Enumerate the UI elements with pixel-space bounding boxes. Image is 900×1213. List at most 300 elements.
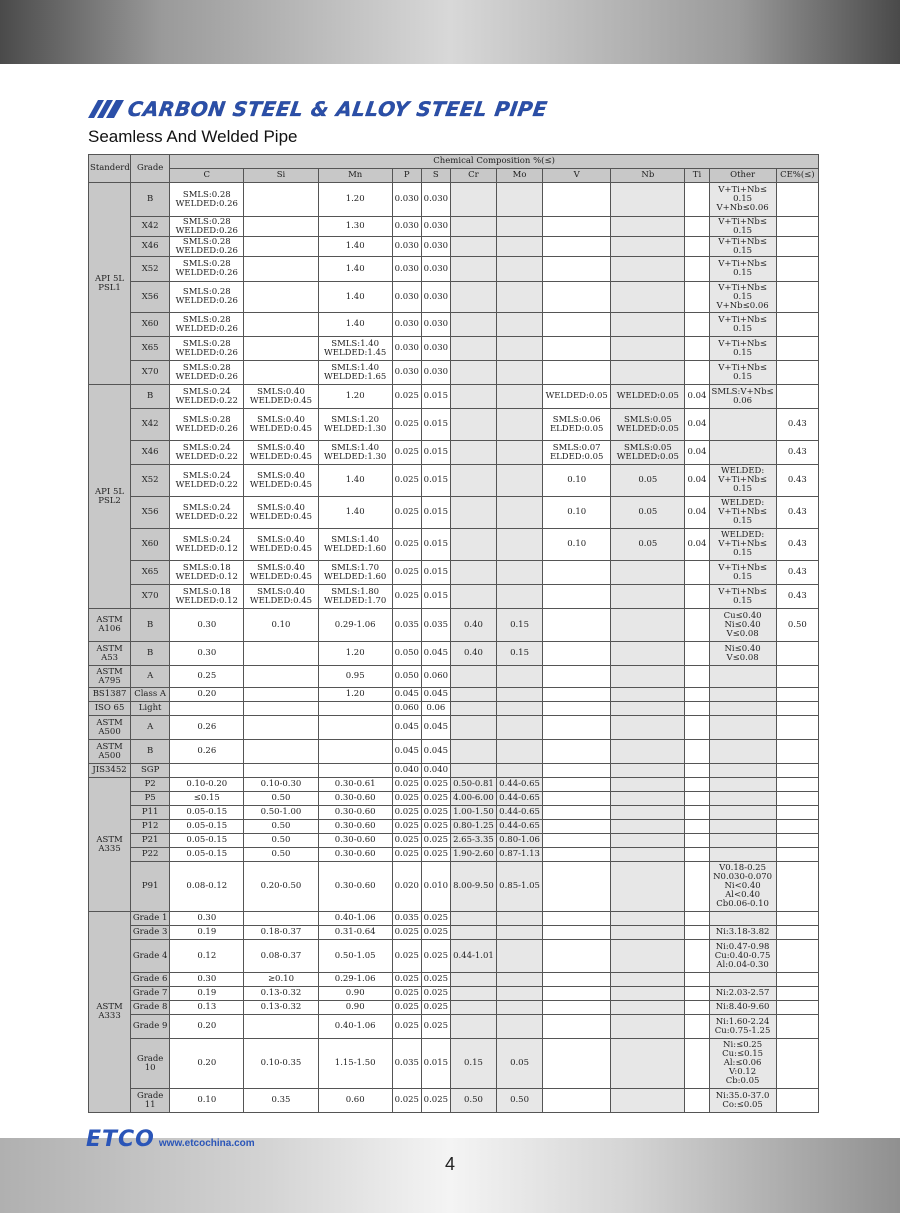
grade-cell: X65	[131, 337, 170, 361]
value-cell: 0.025	[392, 1015, 421, 1039]
value-cell	[496, 585, 542, 609]
grade-cell: Grade 1	[131, 912, 170, 926]
value-cell	[496, 529, 542, 561]
value-cell: SMLS:1.40 WELDED:1.30	[318, 441, 392, 465]
value-cell	[776, 313, 818, 337]
value-cell	[776, 702, 818, 716]
header-chemical-composition: Chemical Composition %(≤)	[170, 155, 819, 169]
value-cell: 0.80-1.25	[450, 820, 496, 834]
value-cell: 0.30-0.60	[318, 806, 392, 820]
table-row	[89, 561, 819, 585]
value-cell: V+Ti+Nb≤ 0.15	[709, 585, 776, 609]
value-cell	[496, 688, 542, 702]
value-cell: 0.045	[392, 740, 421, 764]
value-cell: WELDED:0.05	[543, 385, 611, 409]
value-cell: WELDED:0.05	[611, 385, 685, 409]
table-row	[89, 441, 819, 465]
value-cell	[776, 820, 818, 834]
table-row	[89, 688, 819, 702]
value-cell	[244, 666, 318, 688]
value-cell: SMLS:0.40 WELDED:0.45	[244, 497, 318, 529]
standard-cell: API 5L PSL1	[89, 183, 131, 385]
value-cell: 0.025	[421, 973, 450, 987]
value-cell	[450, 465, 496, 497]
value-cell: SMLS:0.18 WELDED:0.12	[170, 561, 244, 585]
value-cell: SMLS:0.28 WELDED:0.26	[170, 217, 244, 237]
value-cell: 0.26	[170, 716, 244, 740]
value-cell: 0.05	[611, 465, 685, 497]
value-cell: 0.035	[392, 1039, 421, 1089]
value-cell: SMLS:0.24 WELDED:0.22	[170, 441, 244, 465]
value-cell: 0.025	[421, 926, 450, 940]
value-cell: Cu≤0.40 Ni≤0.40 V≤0.08	[709, 609, 776, 642]
value-cell	[543, 848, 611, 862]
table-row	[89, 806, 819, 820]
value-cell	[450, 926, 496, 940]
value-cell	[709, 764, 776, 778]
value-cell	[496, 183, 542, 217]
value-cell	[450, 337, 496, 361]
value-cell	[543, 282, 611, 313]
value-cell	[685, 1089, 709, 1113]
value-cell: SMLS:0.28 WELDED:0.26	[170, 237, 244, 257]
value-cell	[496, 409, 542, 441]
value-cell: 0.020	[392, 862, 421, 912]
value-cell	[450, 740, 496, 764]
grade-cell: A	[131, 716, 170, 740]
value-cell: 0.10	[170, 1089, 244, 1113]
value-cell	[450, 529, 496, 561]
grade-cell: P11	[131, 806, 170, 820]
value-cell	[318, 740, 392, 764]
standard-cell: ISO 65	[89, 702, 131, 716]
value-cell	[776, 764, 818, 778]
value-cell	[450, 237, 496, 257]
value-cell: 0.030	[392, 361, 421, 385]
value-cell	[496, 926, 542, 940]
table-row	[89, 912, 819, 926]
grade-cell: X42	[131, 217, 170, 237]
grade-cell: P91	[131, 862, 170, 912]
value-cell: 0.10	[543, 497, 611, 529]
value-cell	[450, 912, 496, 926]
grade-cell: X52	[131, 465, 170, 497]
value-cell: 0.045	[421, 642, 450, 666]
value-cell	[496, 1015, 542, 1039]
value-cell	[543, 257, 611, 282]
value-cell: 2.65-3.35	[450, 834, 496, 848]
header-p: P	[392, 169, 421, 183]
value-cell	[543, 940, 611, 973]
value-cell: V+Ti+Nb≤ 0.15 V+Nb≤0.06	[709, 282, 776, 313]
value-cell: 4.00-6.00	[450, 792, 496, 806]
grade-cell: X52	[131, 257, 170, 282]
value-cell	[776, 257, 818, 282]
table-row	[89, 409, 819, 441]
value-cell: SMLS:0.24 WELDED:0.12	[170, 529, 244, 561]
value-cell: 0.025	[392, 792, 421, 806]
table-row	[89, 940, 819, 973]
value-cell	[496, 561, 542, 585]
value-cell	[776, 940, 818, 973]
value-cell	[709, 820, 776, 834]
value-cell	[685, 1015, 709, 1039]
value-cell	[450, 497, 496, 529]
value-cell: SMLS:0.40 WELDED:0.45	[244, 585, 318, 609]
value-cell	[543, 337, 611, 361]
value-cell	[244, 282, 318, 313]
value-cell	[709, 441, 776, 465]
value-cell	[450, 257, 496, 282]
value-cell	[709, 848, 776, 862]
value-cell	[543, 642, 611, 666]
value-cell: 0.015	[421, 1039, 450, 1089]
value-cell	[611, 642, 685, 666]
header-row-elements	[89, 169, 819, 183]
value-cell	[450, 585, 496, 609]
value-cell	[685, 912, 709, 926]
table-row	[89, 497, 819, 529]
value-cell: 0.05-0.15	[170, 820, 244, 834]
value-cell	[776, 361, 818, 385]
value-cell: 0.50	[776, 609, 818, 642]
value-cell: 0.030	[421, 217, 450, 237]
value-cell	[543, 806, 611, 820]
value-cell: 0.025	[421, 792, 450, 806]
header-ce: CE%(≤)	[776, 169, 818, 183]
table-row	[89, 926, 819, 940]
value-cell	[685, 740, 709, 764]
value-cell	[776, 792, 818, 806]
value-cell	[450, 561, 496, 585]
grade-cell: B	[131, 740, 170, 764]
value-cell	[543, 1039, 611, 1089]
standard-cell: ASTM A500	[89, 716, 131, 740]
value-cell	[709, 716, 776, 740]
value-cell	[611, 257, 685, 282]
value-cell: 0.015	[421, 497, 450, 529]
website-url: www.etcochina.com	[158, 1138, 255, 1149]
value-cell: 1.40	[318, 282, 392, 313]
value-cell: 0.030	[421, 361, 450, 385]
page-title: CARBON STEEL & ALLOY STEEL PIPE	[126, 97, 549, 121]
grade-cell: Grade 6	[131, 973, 170, 987]
value-cell: ≤0.15	[170, 792, 244, 806]
value-cell: 0.040	[392, 764, 421, 778]
value-cell	[543, 792, 611, 806]
value-cell: 0.045	[392, 716, 421, 740]
value-cell: 0.40	[450, 609, 496, 642]
value-cell: SMLS:0.28 WELDED:0.26	[170, 361, 244, 385]
value-cell	[685, 926, 709, 940]
value-cell	[709, 740, 776, 764]
value-cell: 0.045	[421, 716, 450, 740]
value-cell: Ni:1.60-2.24 Cu:0.75-1.25	[709, 1015, 776, 1039]
company-logo	[86, 1127, 255, 1152]
value-cell	[709, 912, 776, 926]
value-cell	[244, 237, 318, 257]
value-cell	[543, 973, 611, 987]
value-cell: 1.20	[318, 183, 392, 217]
value-cell: 0.25	[170, 666, 244, 688]
value-cell: 0.10	[543, 465, 611, 497]
grade-cell: X46	[131, 237, 170, 257]
value-cell	[611, 973, 685, 987]
value-cell	[496, 237, 542, 257]
grade-cell: X70	[131, 585, 170, 609]
value-cell: 0.015	[421, 585, 450, 609]
value-cell: 0.015	[421, 465, 450, 497]
value-cell: 1.30	[318, 217, 392, 237]
value-cell: 0.05-0.15	[170, 834, 244, 848]
value-cell	[611, 361, 685, 385]
value-cell: 1.40	[318, 497, 392, 529]
grade-cell: Grade 9	[131, 1015, 170, 1039]
value-cell: 0.18-0.37	[244, 926, 318, 940]
value-cell	[685, 585, 709, 609]
value-cell	[611, 740, 685, 764]
value-cell	[543, 183, 611, 217]
value-cell	[776, 666, 818, 688]
value-cell	[709, 834, 776, 848]
value-cell: 0.025	[392, 778, 421, 792]
header-c: C	[170, 169, 244, 183]
value-cell	[685, 561, 709, 585]
table-row	[89, 282, 819, 313]
value-cell: SMLS:0.07 ELDED:0.05	[543, 441, 611, 465]
value-cell	[709, 409, 776, 441]
table-row	[89, 183, 819, 217]
value-cell	[543, 561, 611, 585]
value-cell	[611, 313, 685, 337]
table-row	[89, 1039, 819, 1089]
value-cell: 0.44-0.65	[496, 792, 542, 806]
value-cell: SMLS:1.40 WELDED:1.45	[318, 337, 392, 361]
value-cell: 0.40-1.06	[318, 912, 392, 926]
value-cell	[709, 806, 776, 820]
value-cell: V+Ti+Nb≤ 0.15	[709, 217, 776, 237]
value-cell: 0.030	[392, 237, 421, 257]
value-cell: SMLS:1.40 WELDED:1.60	[318, 529, 392, 561]
table-row	[89, 740, 819, 764]
value-cell: 0.040	[421, 764, 450, 778]
value-cell: WELDED: V+Ti+Nb≤ 0.15	[709, 529, 776, 561]
value-cell: 0.90	[318, 987, 392, 1001]
title-bar	[88, 96, 547, 122]
standard-cell: ASTM A335	[89, 778, 131, 912]
value-cell: 0.20	[170, 1039, 244, 1089]
chemical-composition-table	[88, 154, 819, 1113]
value-cell	[685, 313, 709, 337]
table-row	[89, 337, 819, 361]
value-cell	[496, 313, 542, 337]
grade-cell: Class A	[131, 688, 170, 702]
value-cell: 0.025	[421, 1015, 450, 1039]
value-cell	[685, 834, 709, 848]
value-cell: V+Ti+Nb≤ 0.15	[709, 361, 776, 385]
table-row	[89, 764, 819, 778]
value-cell: 0.43	[776, 409, 818, 441]
value-cell	[496, 1001, 542, 1015]
value-cell: 0.19	[170, 926, 244, 940]
value-cell: 0.50-0.81	[450, 778, 496, 792]
value-cell: 0.025	[421, 1001, 450, 1015]
value-cell	[244, 337, 318, 361]
value-cell	[611, 806, 685, 820]
value-cell: 0.29-1.06	[318, 973, 392, 987]
value-cell	[244, 702, 318, 716]
standard-cell: ASTM A53	[89, 642, 131, 666]
value-cell: ≥0.10	[244, 973, 318, 987]
value-cell: 0.015	[421, 529, 450, 561]
value-cell: 0.30	[170, 912, 244, 926]
value-cell	[244, 642, 318, 666]
value-cell: 0.30-0.60	[318, 862, 392, 912]
value-cell: 0.10-0.30	[244, 778, 318, 792]
value-cell	[685, 940, 709, 973]
value-cell: 0.025	[392, 561, 421, 585]
value-cell	[170, 702, 244, 716]
value-cell	[709, 973, 776, 987]
grade-cell: P2	[131, 778, 170, 792]
value-cell: 0.30-0.61	[318, 778, 392, 792]
header-ti: Ti	[685, 169, 709, 183]
value-cell: 0.060	[421, 666, 450, 688]
value-cell	[685, 666, 709, 688]
value-cell: 0.025	[392, 409, 421, 441]
value-cell: 0.44-1.01	[450, 940, 496, 973]
value-cell	[450, 716, 496, 740]
table-row	[89, 716, 819, 740]
value-cell	[543, 217, 611, 237]
value-cell: 1.40	[318, 257, 392, 282]
value-cell: Ni:8.40-9.60	[709, 1001, 776, 1015]
value-cell: 0.025	[392, 497, 421, 529]
value-cell: 0.015	[421, 385, 450, 409]
value-cell	[450, 183, 496, 217]
grade-cell: SGP	[131, 764, 170, 778]
value-cell: 0.50	[450, 1089, 496, 1113]
value-cell: 0.29-1.06	[318, 609, 392, 642]
stripes-icon	[88, 100, 124, 118]
value-cell	[776, 806, 818, 820]
value-cell: 0.50	[244, 820, 318, 834]
header-v: V	[543, 169, 611, 183]
grade-cell: X56	[131, 282, 170, 313]
value-cell: 1.15-1.50	[318, 1039, 392, 1089]
value-cell	[685, 716, 709, 740]
value-cell	[685, 973, 709, 987]
value-cell	[543, 666, 611, 688]
value-cell: Ni:0.47-0.98 Cu:0.40-0.75 Al:0.04-0.30	[709, 940, 776, 973]
value-cell: 0.025	[392, 834, 421, 848]
value-cell: SMLS:0.40 WELDED:0.45	[244, 385, 318, 409]
standard-cell: ASTM A333	[89, 912, 131, 1113]
table-row	[89, 529, 819, 561]
value-cell	[244, 361, 318, 385]
table-row	[89, 642, 819, 666]
value-cell	[496, 912, 542, 926]
value-cell	[685, 702, 709, 716]
value-cell	[685, 778, 709, 792]
value-cell	[450, 217, 496, 237]
value-cell	[450, 1015, 496, 1039]
value-cell: 0.025	[421, 1089, 450, 1113]
value-cell	[776, 642, 818, 666]
value-cell: 0.13	[170, 1001, 244, 1015]
value-cell	[685, 1001, 709, 1015]
value-cell	[685, 848, 709, 862]
value-cell: 0.050	[392, 666, 421, 688]
value-cell: 0.40-1.06	[318, 1015, 392, 1039]
grade-cell: Grade 8	[131, 1001, 170, 1015]
value-cell	[685, 688, 709, 702]
value-cell	[450, 666, 496, 688]
value-cell	[543, 609, 611, 642]
value-cell: 0.025	[392, 848, 421, 862]
value-cell: 0.030	[421, 183, 450, 217]
grade-cell: P12	[131, 820, 170, 834]
value-cell: 0.04	[685, 385, 709, 409]
value-cell: 0.030	[392, 217, 421, 237]
value-cell: 0.30-0.60	[318, 820, 392, 834]
table-row	[89, 848, 819, 862]
value-cell: 0.30-0.60	[318, 848, 392, 862]
value-cell: V+Ti+Nb≤ 0.15	[709, 237, 776, 257]
value-cell: 1.40	[318, 313, 392, 337]
value-cell: 0.12	[170, 940, 244, 973]
grade-cell: X46	[131, 441, 170, 465]
top-banner	[0, 0, 900, 64]
value-cell	[543, 716, 611, 740]
value-cell	[496, 987, 542, 1001]
value-cell: Ni≤0.40 V≤0.08	[709, 642, 776, 666]
value-cell	[776, 862, 818, 912]
table-row	[89, 987, 819, 1001]
value-cell	[611, 337, 685, 361]
value-cell: SMLS:0.18 WELDED:0.12	[170, 585, 244, 609]
value-cell	[244, 1015, 318, 1039]
value-cell: 0.31-0.64	[318, 926, 392, 940]
grade-cell: X60	[131, 529, 170, 561]
grade-cell: Grade 7	[131, 987, 170, 1001]
value-cell: 0.030	[392, 313, 421, 337]
value-cell	[776, 1089, 818, 1113]
value-cell: V+Ti+Nb≤ 0.15	[709, 257, 776, 282]
value-cell: 1.20	[318, 688, 392, 702]
value-cell	[776, 1039, 818, 1089]
value-cell: 0.035	[421, 609, 450, 642]
value-cell: SMLS:1.20 WELDED:1.30	[318, 409, 392, 441]
table-row	[89, 217, 819, 237]
value-cell: SMLS:0.28 WELDED:0.26	[170, 337, 244, 361]
value-cell	[543, 926, 611, 940]
value-cell	[611, 940, 685, 973]
value-cell	[543, 987, 611, 1001]
value-cell: 0.40	[450, 642, 496, 666]
value-cell	[685, 337, 709, 361]
table-row	[89, 1089, 819, 1113]
value-cell: 0.025	[421, 940, 450, 973]
value-cell	[543, 361, 611, 385]
value-cell: 0.05-0.15	[170, 806, 244, 820]
value-cell	[450, 441, 496, 465]
value-cell	[709, 778, 776, 792]
table-row	[89, 385, 819, 409]
value-cell	[709, 666, 776, 688]
value-cell: 0.04	[685, 441, 709, 465]
header-mo: Mo	[496, 169, 542, 183]
